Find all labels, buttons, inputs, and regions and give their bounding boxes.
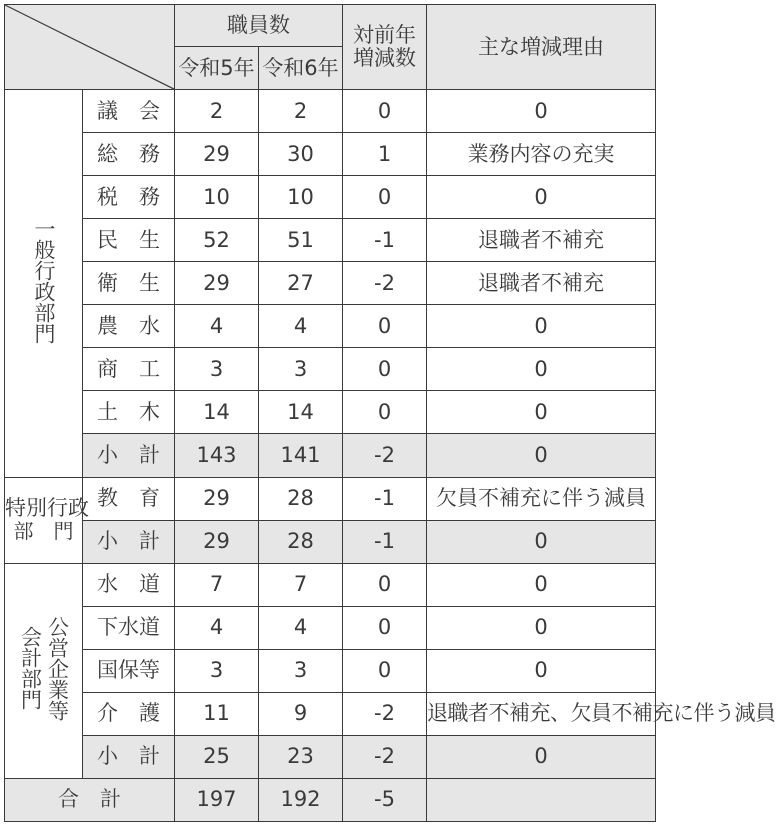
change-cell: -2 [343,692,427,735]
change-cell: 0 [343,563,427,606]
reason-cell: 0 [427,348,656,391]
r6-cell: 141 [259,434,343,477]
reason-cell: 業務内容の充実 [427,133,656,176]
subtotal-row [5,434,656,477]
r6-cell: 51 [259,219,343,262]
group-name-line1: 特別行政 [5,495,89,520]
subtotal-row [5,735,656,778]
reason-cell: 0 [427,606,656,649]
change-cell: 0 [343,649,427,692]
reason-cell: 0 [427,563,656,606]
r5-cell: 11 [175,692,259,735]
change-cell: 0 [343,176,427,219]
group-name-col1: 公営企業等 [45,615,70,721]
reason-cell: 0 [427,649,656,692]
r5-cell: 29 [175,262,259,305]
r5-cell: 29 [175,133,259,176]
r6-cell: 3 [259,649,343,692]
r6-cell: 9 [259,692,343,735]
change-cell: -2 [343,735,427,778]
r6-cell: 28 [259,477,343,520]
dept-cell: 水 道 [83,563,175,606]
table-row [5,649,656,692]
reason-cell: 0 [427,176,656,219]
r5-cell: 14 [175,391,259,434]
header-staff-count: 職員数 [175,5,343,47]
dept-cell: 議 会 [83,90,175,133]
subtotal-label: 小 計 [83,434,175,477]
group-label-general [5,90,83,477]
change-cell: -1 [343,520,427,563]
table-row [5,219,656,262]
total-row [5,778,656,821]
r6-cell: 10 [259,176,343,219]
staff-count-table [4,4,776,822]
r6-cell: 4 [259,606,343,649]
dept-cell: 総 務 [83,133,175,176]
change-cell: -5 [343,778,427,821]
r5-cell: 10 [175,176,259,219]
group-label-special [5,477,89,563]
reason-cell: 退職者不補充、欠員不補充に伴う減員 [427,692,656,735]
header-change [343,5,427,90]
table-row [5,692,656,735]
reason-cell: 0 [427,434,656,477]
dept-cell: 農 水 [83,305,175,348]
table-row [5,606,656,649]
header-reason: 主な増減理由 [427,5,656,90]
dept-cell: 税 務 [83,176,175,219]
r5-cell: 143 [175,434,259,477]
reason-cell: 0 [427,90,656,133]
change-cell: 0 [343,606,427,649]
table-row [5,391,656,434]
table-row [5,477,656,520]
header-r5: 令和5年 [175,47,259,90]
corner-diagonal-cell [5,5,175,90]
change-cell: 1 [343,133,427,176]
header-change-line2: 増減数 [353,46,416,71]
header-r6: 令和6年 [259,47,343,90]
change-cell: -2 [343,262,427,305]
change-cell: -2 [343,434,427,477]
dept-cell: 土 木 [83,391,175,434]
table-row [5,133,656,176]
change-cell: -1 [343,219,427,262]
dept-cell: 商 工 [83,348,175,391]
r5-cell: 7 [175,563,259,606]
r6-cell: 27 [259,262,343,305]
group-name-col2: 会計部門 [18,626,43,711]
reason-cell: 退職者不補充 [427,262,656,305]
r6-cell: 4 [259,305,343,348]
r5-cell: 25 [175,735,259,778]
table-row [5,563,656,606]
subtotal-label: 小 計 [83,735,175,778]
table-row [5,262,656,305]
dept-cell: 民 生 [83,219,175,262]
table-row [5,90,656,133]
r5-cell: 29 [175,520,259,563]
dept-cell: 介 護 [83,692,175,735]
r6-cell: 28 [259,520,343,563]
r5-cell: 2 [175,90,259,133]
r6-cell: 2 [259,90,343,133]
group-name-columns [20,616,68,721]
change-cell: 0 [343,305,427,348]
table-row [5,305,656,348]
subtotal-label: 小 計 [83,520,175,563]
r5-cell: 197 [175,778,259,821]
group-name: 一般行政部門 [32,217,56,344]
r6-cell: 30 [259,133,343,176]
dept-cell: 下水道 [83,606,175,649]
reason-cell: 0 [427,391,656,434]
group-name-line2: 部 門 [13,519,74,544]
reason-cell: 0 [427,520,656,563]
reason-cell: 退職者不補充 [427,219,656,262]
header-change-line1: 対前年 [353,22,416,47]
r6-cell: 7 [259,563,343,606]
reason-cell: 0 [427,735,656,778]
change-cell: -1 [343,477,427,520]
reason-cell: 0 [427,305,656,348]
reason-cell: 欠員不補充に伴う減員 [427,477,656,520]
r6-cell: 3 [259,348,343,391]
r6-cell: 23 [259,735,343,778]
change-cell: 0 [343,391,427,434]
table-row [5,176,656,219]
change-cell: 0 [343,348,427,391]
dept-cell: 教 育 [83,477,175,520]
group-label-enterprise [5,563,83,778]
r6-cell: 14 [259,391,343,434]
dept-cell: 国保等 [83,649,175,692]
r6-cell: 192 [259,778,343,821]
r5-cell: 4 [175,305,259,348]
r5-cell: 4 [175,606,259,649]
table-row [5,348,656,391]
r5-cell: 3 [175,649,259,692]
r5-cell: 52 [175,219,259,262]
diagonal-line [5,5,174,89]
r5-cell: 29 [175,477,259,520]
subtotal-row [5,520,656,563]
reason-cell [427,778,656,821]
total-label: 合 計 [5,778,175,821]
r5-cell: 3 [175,348,259,391]
dept-cell: 衛 生 [83,262,175,305]
change-cell: 0 [343,90,427,133]
